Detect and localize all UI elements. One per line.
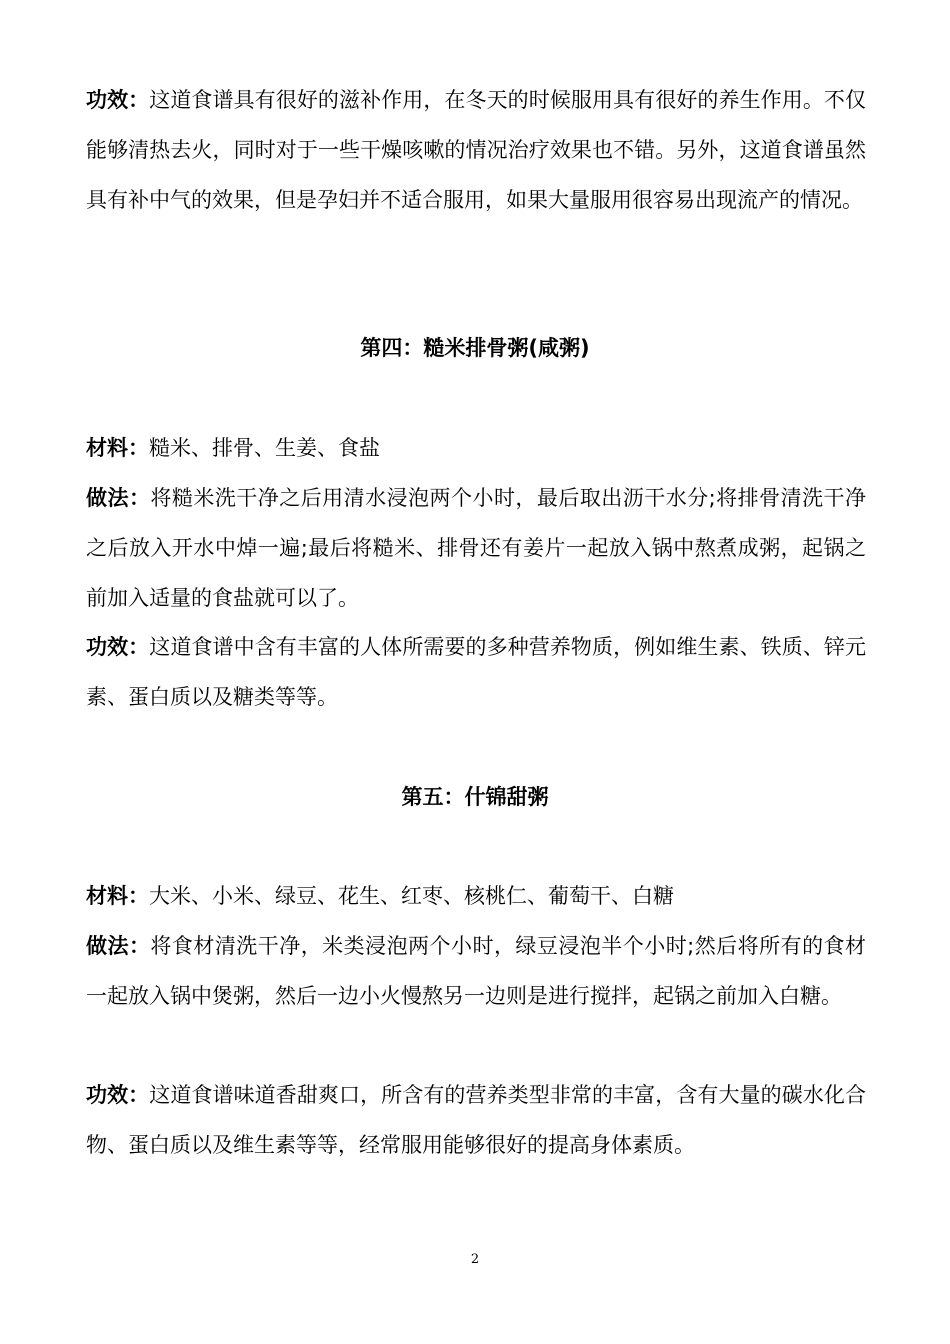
section5-effect-paragraph — [86, 1070, 866, 1170]
section4-materials-paragraph — [86, 423, 866, 473]
method-text: 将糙米洗干净之后用清水浸泡两个小时，最后取出沥干水分;将排骨清洗干净之后放入开水中焯一遍;最后将糙米、排骨还有姜片一起放入锅中熬煮成粥，起锅之前加入适量的食盐就可以了。 — [86, 486, 867, 610]
section4-effect-paragraph — [86, 622, 866, 722]
effect-label: 功效： — [86, 635, 150, 659]
effect-label: 功效： — [86, 1083, 150, 1107]
page-number: 2 — [470, 1252, 480, 1267]
section4-method-paragraph — [86, 473, 866, 623]
method-label: 做法： — [86, 934, 151, 958]
method-text: 将食材清洗干净，米类浸泡两个小时，绿豆浸泡半个小时;然后将所有的食材一起放入锅中煲粥，然后一边小火慢熬另一边则是进行搅拌，起锅之前加入白糖。 — [86, 934, 867, 1008]
materials-label: 材料： — [86, 436, 149, 460]
section3-effect-paragraph — [86, 75, 866, 225]
materials-text: 大米、小米、绿豆、花生、红枣、核桃仁、葡萄干、白糖 — [149, 884, 674, 908]
materials-label: 材料： — [86, 884, 149, 908]
section5-method-paragraph — [86, 921, 866, 1021]
effect-text: 这道食谱味道香甜爽口，所含有的营养类型非常的丰富，含有大量的碳水化合物、蛋白质以及维生素等等，经常服用能够很好的提高身体素质。 — [86, 1083, 866, 1157]
section5-materials-paragraph — [86, 871, 866, 921]
effect-text: 这道食谱中含有丰富的人体所需要的多种营养物质，例如维生素、铁质、锌元素、蛋白质以及糖类等等。 — [86, 635, 866, 709]
effect-label: 功效： — [86, 88, 150, 112]
section5-title: 第五：什锦甜粥 — [401, 785, 549, 809]
effect-text: 这道食谱具有很好的滋补作用，在冬天的时候服用具有很好的养生作用。不仅能够清热去火，同时对于一些干燥咳嗽的情况治疗效果也不错。另外，这道食谱虽然具有补中气的效果，但是孕妇并不适合服用，如果大量服用很容易出现流产的情况。 — [86, 88, 866, 212]
method-label: 做法： — [86, 486, 151, 510]
materials-text: 糙米、排骨、生姜、食盐 — [149, 436, 380, 460]
section4-title: 第四：糙米排骨粥(咸粥) — [360, 336, 590, 360]
